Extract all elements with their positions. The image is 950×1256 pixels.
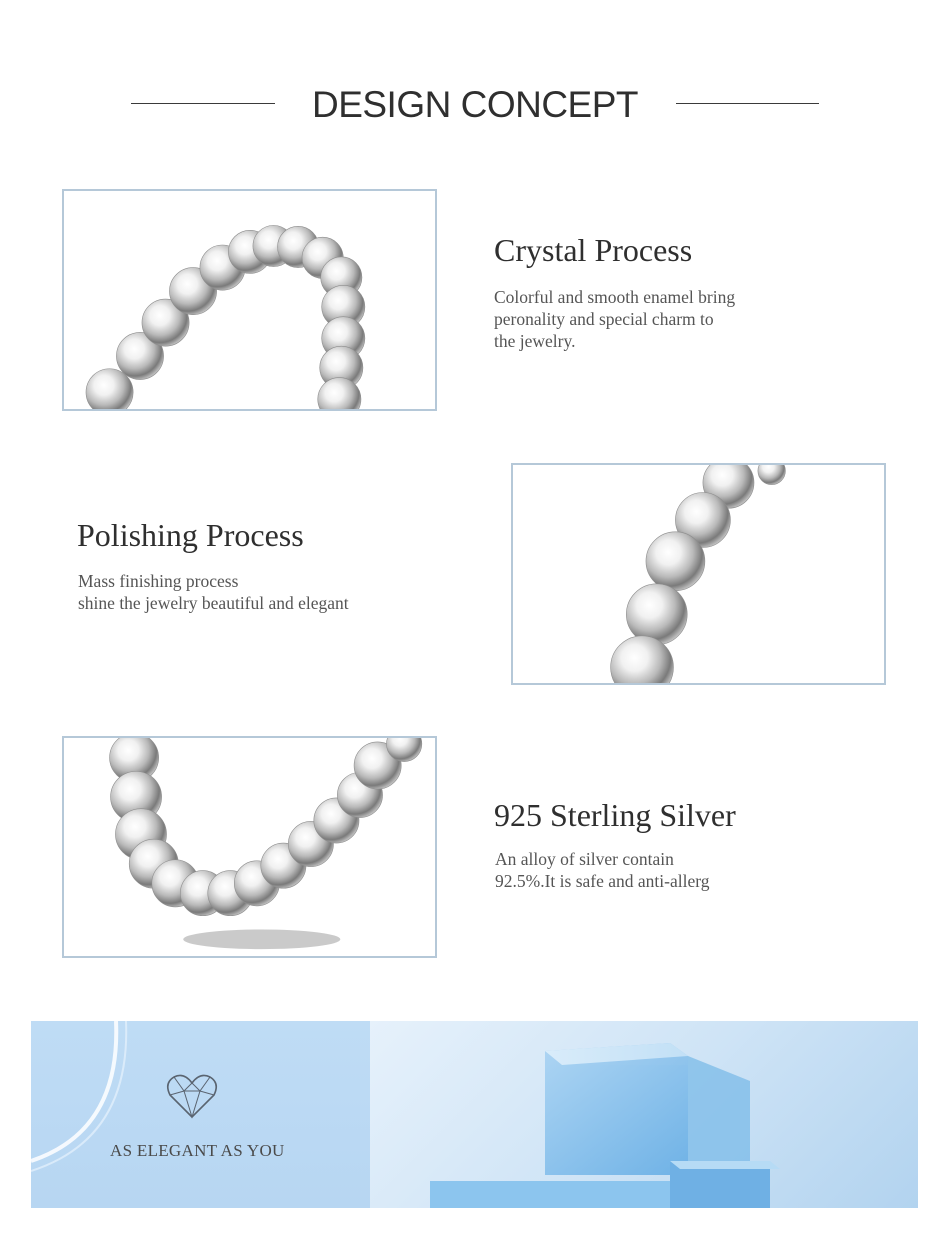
- feature-desc-crystal-line-2: peronality and special charm to: [494, 309, 714, 329]
- page-title: DESIGN CONCEPT: [311, 84, 639, 125]
- feature-desc-crystal-line-1: Colorful and smooth enamel bring: [494, 287, 736, 307]
- feature-desc-silver-line-2: 92.5%.It is safe and anti-allerg: [495, 871, 710, 891]
- header-rule-right: [676, 103, 819, 104]
- feature-title-silver: 925 Sterling Silver: [494, 797, 736, 833]
- silver-bead-ring-top-image: [64, 191, 435, 409]
- feature-desc-silver-line-1: An alloy of silver contain: [495, 849, 674, 869]
- banner-tagline: AS ELEGANT AS YOU: [110, 1141, 285, 1160]
- feature-desc-polishing-line-1: Mass finishing process: [78, 571, 239, 591]
- crystal-heart-icon: [166, 1073, 218, 1119]
- feature-desc-crystal-line-3: the jewelry.: [494, 331, 576, 351]
- brand-banner-left: [31, 1021, 370, 1208]
- feature-desc-polishing-line-2: shine the jewelry beautiful and elegant: [78, 593, 349, 613]
- feature-image-silver: [62, 736, 437, 958]
- header-rule-left: [131, 103, 275, 104]
- brand-banner-right: [370, 1021, 918, 1208]
- silver-bead-ring-bottom-image: [64, 738, 435, 956]
- feature-title-crystal: Crystal Process: [494, 232, 693, 268]
- blue-cubes-image: [370, 1021, 918, 1208]
- feature-image-polishing: [511, 463, 886, 685]
- silver-bead-ring-side-image: [513, 465, 884, 683]
- feature-image-crystal: [62, 189, 437, 411]
- feature-title-polishing: Polishing Process: [77, 517, 304, 553]
